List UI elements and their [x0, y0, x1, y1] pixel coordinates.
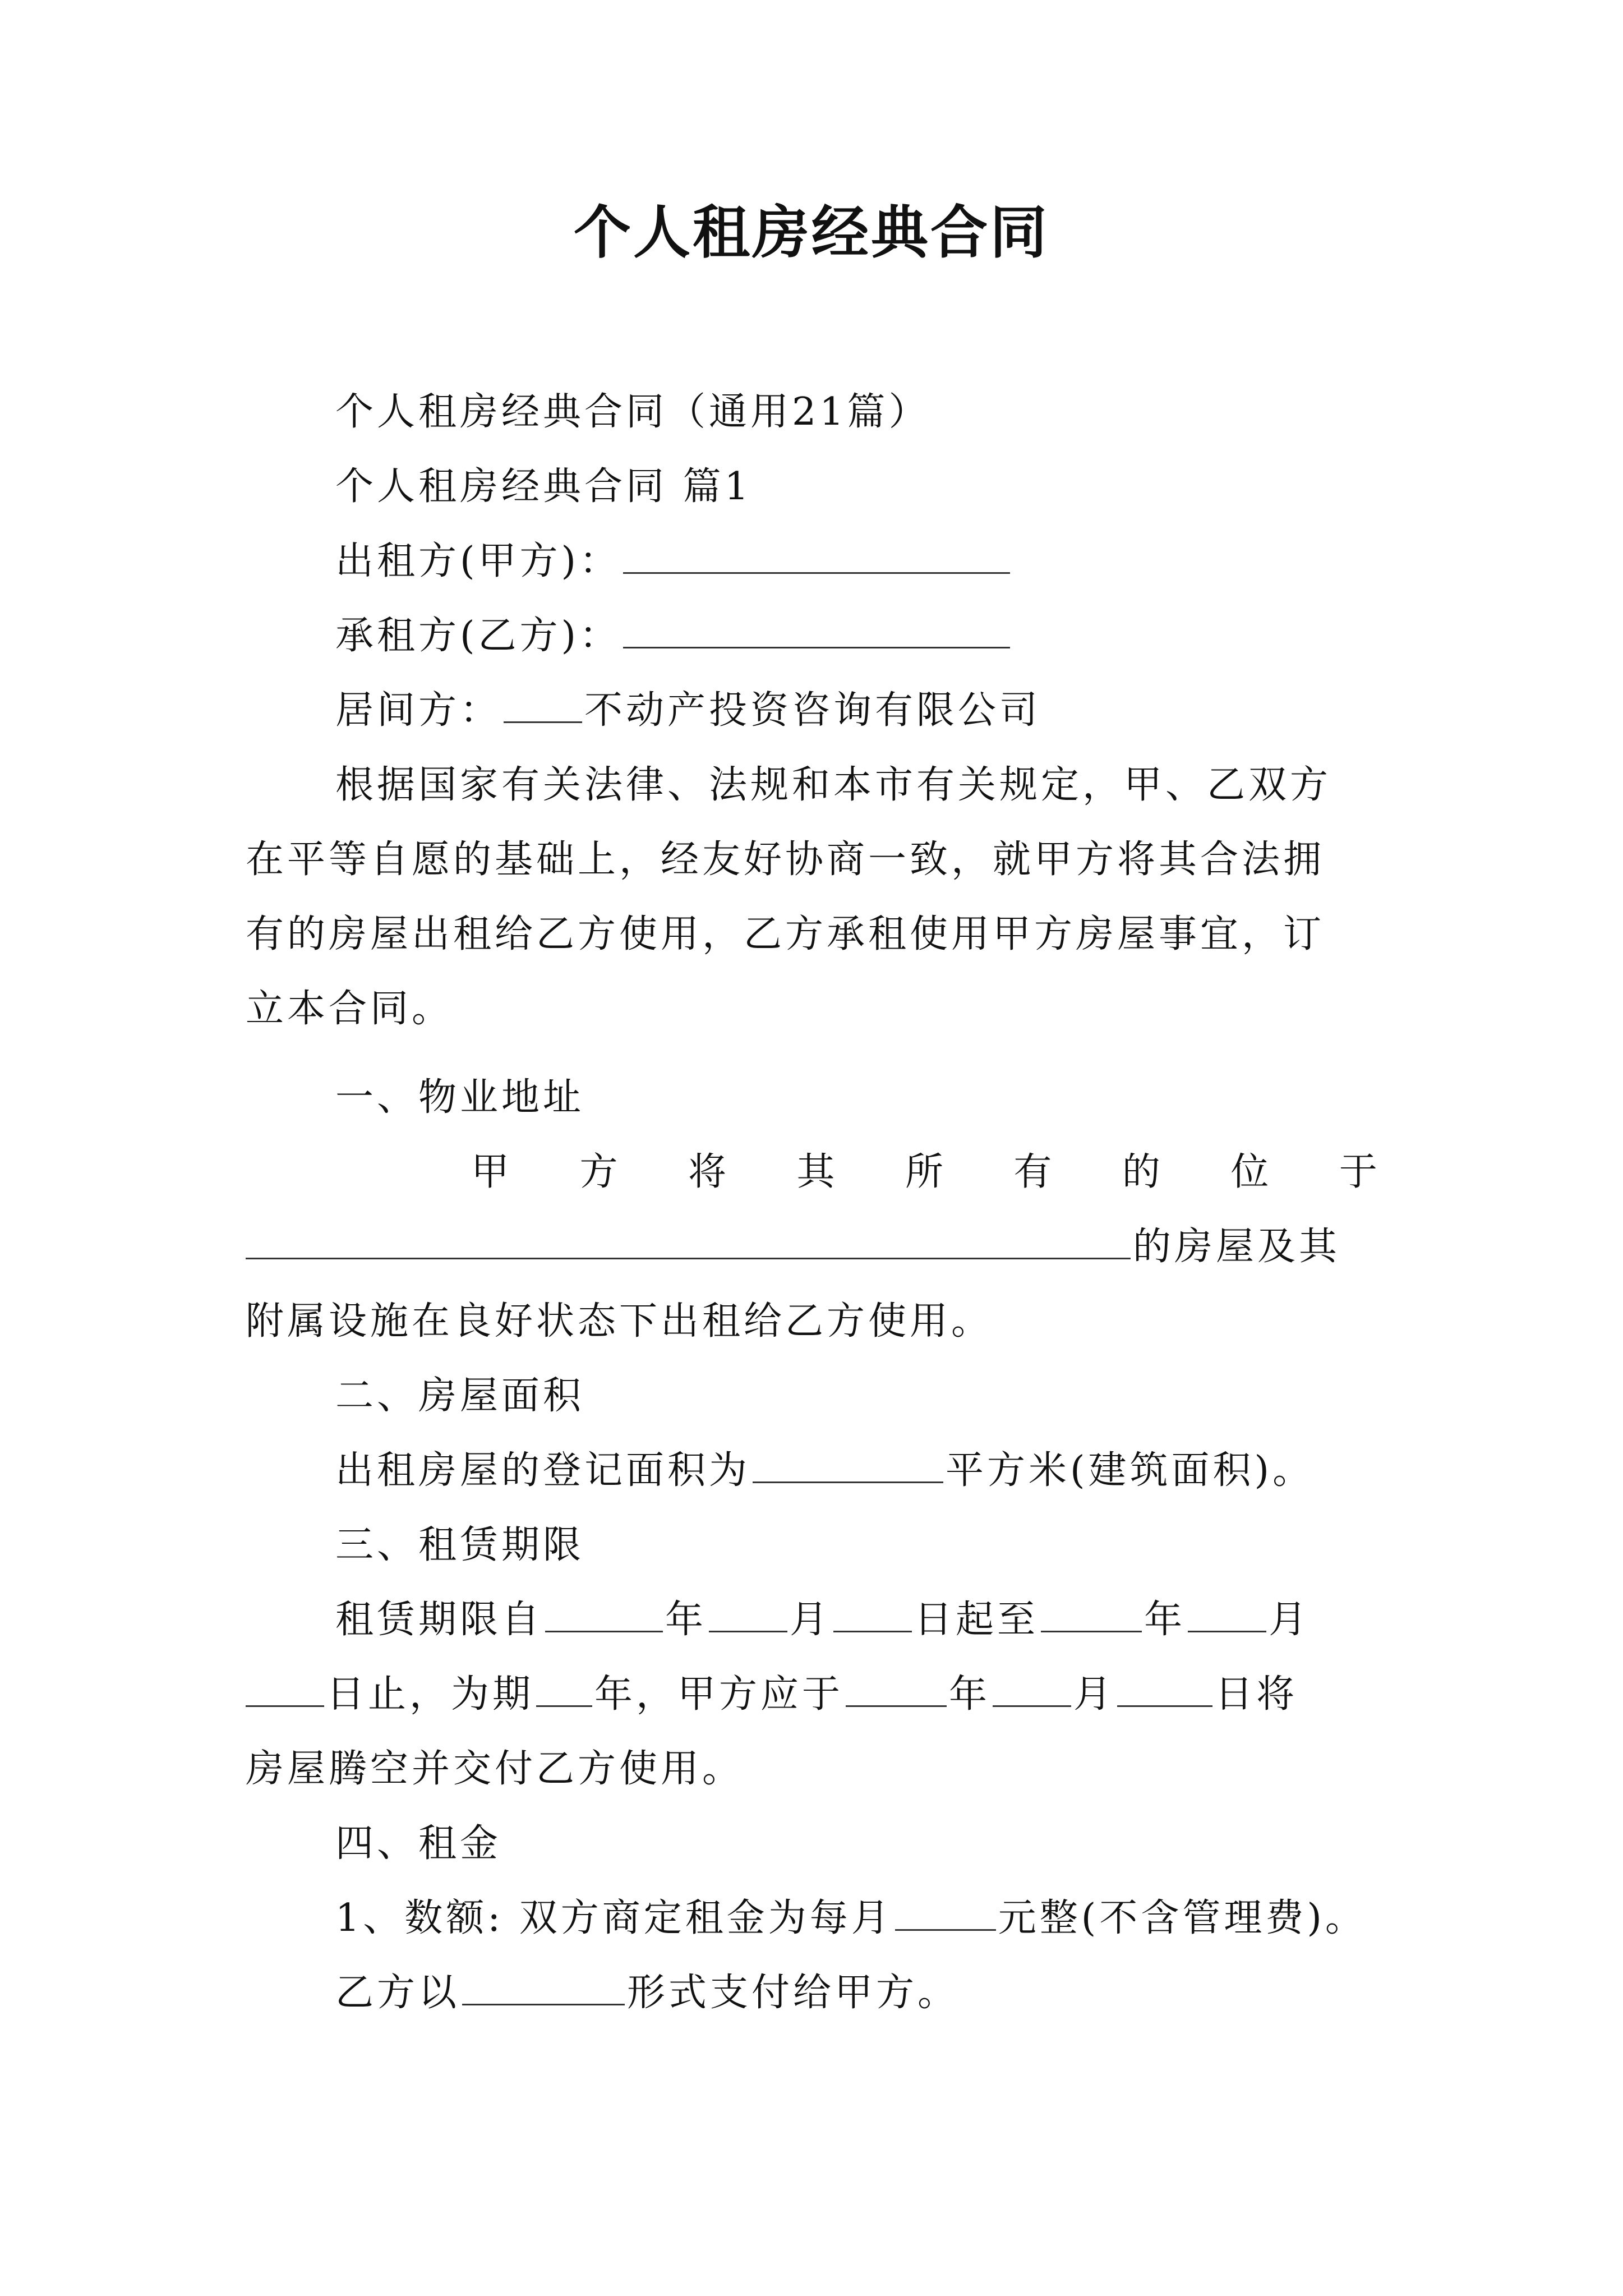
lease-end-label: 日止，为期	[326, 1672, 534, 1717]
spread-char: 所	[905, 1150, 943, 1194]
area-post: 平方米(建筑面积)。	[946, 1448, 1315, 1493]
section-1-line-3: 附属设施在良好状态下出租给乙方使用。	[246, 1299, 993, 1343]
page-title: 个人租房经典合同	[574, 199, 1049, 266]
intro-line-2: 在平等自愿的基础上，经友好协商一致，就甲方将其合法拥	[246, 838, 1325, 882]
area-blank	[753, 1465, 943, 1483]
intermediary-name: 不动产投资咨询有限公司	[584, 688, 1041, 733]
vacate-month-blank	[993, 1688, 1071, 1707]
section-3-line-2	[246, 1664, 1298, 1726]
start-month-blank	[709, 1614, 787, 1632]
payment-suffix: 形式支付给甲方。	[627, 1971, 960, 2015]
section-3-line-3: 房屋腾空并交付乙方使用。	[246, 1747, 744, 1791]
document-subtitle: 个人租房经典合同（通用21篇）	[335, 390, 930, 434]
section-3-heading: 三、租赁期限	[335, 1523, 585, 1567]
term-blank	[536, 1688, 592, 1707]
rent-amount-suffix: 元整(不含管理费)。	[998, 1896, 1367, 1940]
spread-char: 位	[1230, 1150, 1269, 1194]
intro-line-3: 有的房屋出租给乙方使用，乙方承租使用甲方房屋事宜，订	[246, 912, 1325, 956]
party-b-blank	[623, 630, 1010, 648]
section-1-address-line	[246, 1216, 1340, 1278]
year-label: 年	[1144, 1598, 1186, 1642]
area-pre: 出租房屋的登记面积为	[335, 1448, 751, 1493]
party-a-label: 出租方(甲方)：	[335, 539, 621, 583]
section-2-heading: 二、房屋面积	[335, 1374, 585, 1418]
intermediary-label: 居间方：	[335, 688, 502, 733]
lease-from-label: 租赁期限自	[335, 1598, 543, 1642]
party-a-line	[335, 531, 1012, 592]
section-1-tail: 的房屋及其	[1133, 1225, 1341, 1269]
party-b-label: 承租方(乙方)：	[335, 614, 621, 658]
section-4-item-1	[335, 1888, 1367, 1949]
month-label: 月	[1269, 1598, 1311, 1642]
end-year-blank	[1041, 1614, 1142, 1632]
spread-char: 的	[1122, 1150, 1160, 1194]
vacate-day-label: 日将	[1215, 1672, 1298, 1717]
party-a-blank	[623, 555, 1010, 574]
end-month-blank	[1188, 1614, 1266, 1632]
section-2-area-line	[335, 1440, 1314, 1502]
intermediary-blank	[504, 705, 582, 723]
spread-char: 其	[796, 1150, 835, 1194]
spread-char: 甲	[471, 1150, 510, 1194]
party-b-line	[335, 605, 1012, 667]
spread-char: 将	[688, 1150, 726, 1194]
spread-char: 方	[579, 1150, 618, 1194]
year-label: 年	[949, 1672, 991, 1717]
section-4-heading: 四、租金	[335, 1821, 502, 1866]
year-label: 年	[665, 1598, 707, 1642]
section-3-line-1	[335, 1589, 1310, 1651]
piece-heading: 个人租房经典合同 篇1	[335, 464, 752, 509]
spread-char: 有	[1013, 1150, 1052, 1194]
lease-to-label: 日起至	[914, 1598, 1039, 1642]
month-label: 月	[790, 1598, 832, 1642]
vacate-label: 年，甲方应于	[594, 1672, 844, 1717]
rent-amount-blank	[895, 1912, 996, 1931]
month-label: 月	[1073, 1672, 1115, 1717]
intro-line-4: 立本合同。	[246, 987, 454, 1031]
rent-amount-label: 1、数额: 双方商定租金为每月	[335, 1896, 893, 1940]
section-1-spread-line	[471, 1142, 1377, 1203]
section-4-payment-line	[335, 1962, 959, 2024]
payment-label: 乙方以	[335, 1971, 460, 2015]
intro-line-1: 根据国家有关法律、法规和本市有关规定，甲、乙双方	[335, 763, 1332, 807]
start-day-blank	[833, 1614, 912, 1632]
section-1-heading: 一、物业地址	[335, 1075, 585, 1120]
payment-method-blank	[462, 1987, 625, 2005]
address-blank	[246, 1241, 1131, 1259]
end-day-blank	[246, 1688, 324, 1707]
start-year-blank	[545, 1614, 663, 1632]
spread-char: 于	[1339, 1150, 1377, 1194]
vacate-day-blank	[1117, 1688, 1212, 1707]
vacate-year-blank	[846, 1688, 947, 1707]
intermediary-line	[335, 680, 1041, 742]
